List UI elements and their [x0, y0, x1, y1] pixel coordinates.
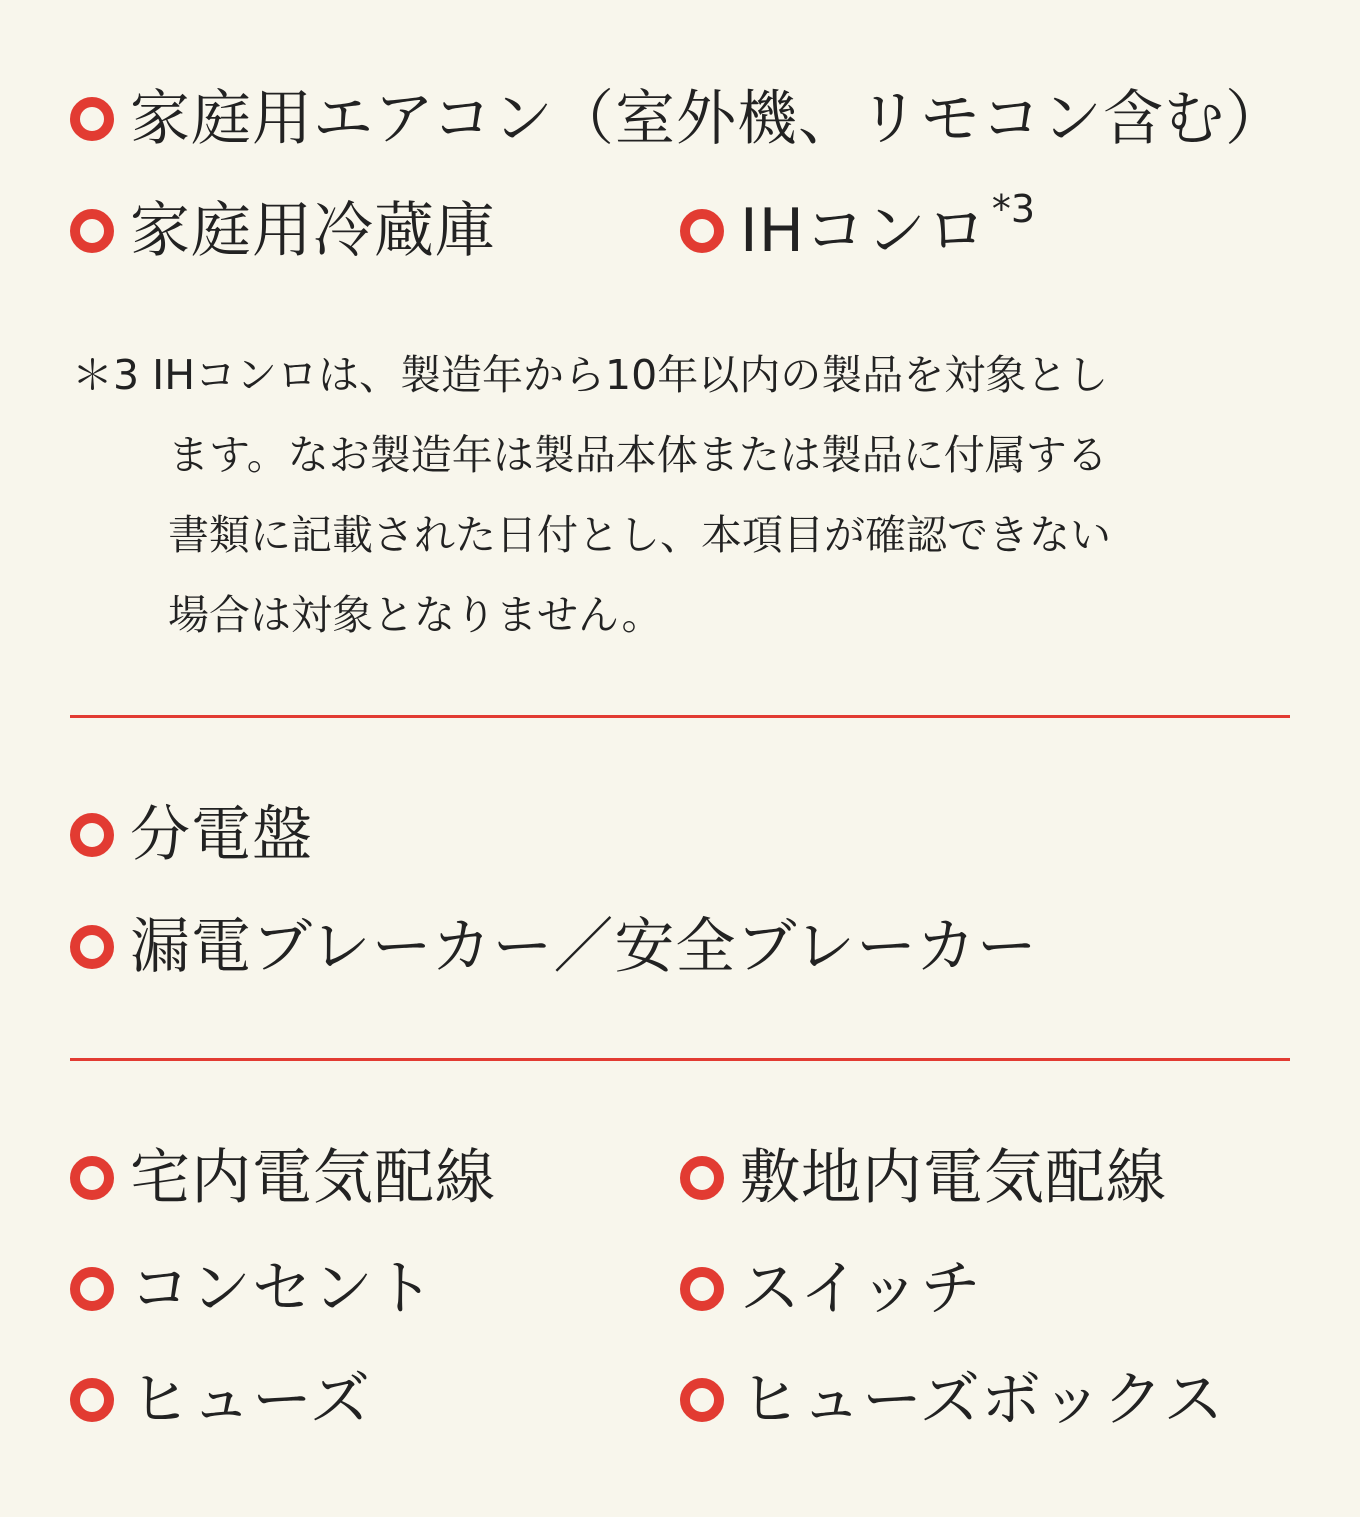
- circle-bullet-icon: [70, 1267, 114, 1311]
- circle-bullet-icon: [70, 1378, 114, 1422]
- item-label: ヒューズボックス: [740, 1365, 1225, 1435]
- item-label: 敷地内電気配線: [740, 1143, 1167, 1213]
- list-item-fuse: [70, 1365, 371, 1435]
- footnote: [72, 335, 1287, 655]
- footnote-line: 書類に記載された日付とし、本項目が確認できない: [168, 511, 1111, 559]
- footnote-line: 場合は対象となりません。: [168, 591, 663, 639]
- item-label: 宅内電気配線: [130, 1143, 496, 1213]
- section-divider: [70, 1058, 1290, 1061]
- list-item-breakers: [70, 912, 1038, 982]
- circle-bullet-icon: [680, 209, 724, 253]
- item-label: IHコンロ: [740, 196, 988, 266]
- circle-bullet-icon: [70, 925, 114, 969]
- item-label: 漏電ブレーカー／安全ブレーカー: [130, 912, 1038, 982]
- list-item-fuse-box: [680, 1365, 1224, 1435]
- list-item-distribution-board: [70, 800, 313, 870]
- item-label: 家庭用冷蔵庫: [130, 196, 496, 266]
- item-label: スイッチ: [740, 1254, 982, 1324]
- item-label: ヒューズ: [130, 1365, 371, 1435]
- list-item-outlet: [70, 1254, 435, 1324]
- list-item-switch: [680, 1254, 982, 1324]
- list-item-premises-wiring: [680, 1143, 1167, 1213]
- list-item-ih-stove: [680, 187, 1035, 266]
- list-item-home-fridge: [70, 196, 496, 266]
- circle-bullet-icon: [680, 1156, 724, 1200]
- footnote-line: ＊3 IHコンロは、製造年から10年以内の製品を対象とし: [72, 351, 1109, 399]
- circle-bullet-icon: [680, 1267, 724, 1311]
- circle-bullet-icon: [70, 209, 114, 253]
- item-label: 家庭用エアコン（室外機、リモコン含む）: [130, 84, 1286, 154]
- circle-bullet-icon: [70, 813, 114, 857]
- list-item-indoor-wiring: [70, 1143, 496, 1213]
- item-label: 分電盤: [130, 800, 313, 870]
- circle-bullet-icon: [70, 97, 114, 141]
- item-label: コンセント: [130, 1254, 435, 1324]
- footnote-line: ます。なお製造年は製品本体または製品に付属する: [168, 431, 1108, 479]
- section-divider: [70, 715, 1290, 718]
- circle-bullet-icon: [680, 1378, 724, 1422]
- circle-bullet-icon: [70, 1156, 114, 1200]
- list-item-home-aircon: [70, 84, 1286, 154]
- footnote-marker: *3: [991, 187, 1035, 231]
